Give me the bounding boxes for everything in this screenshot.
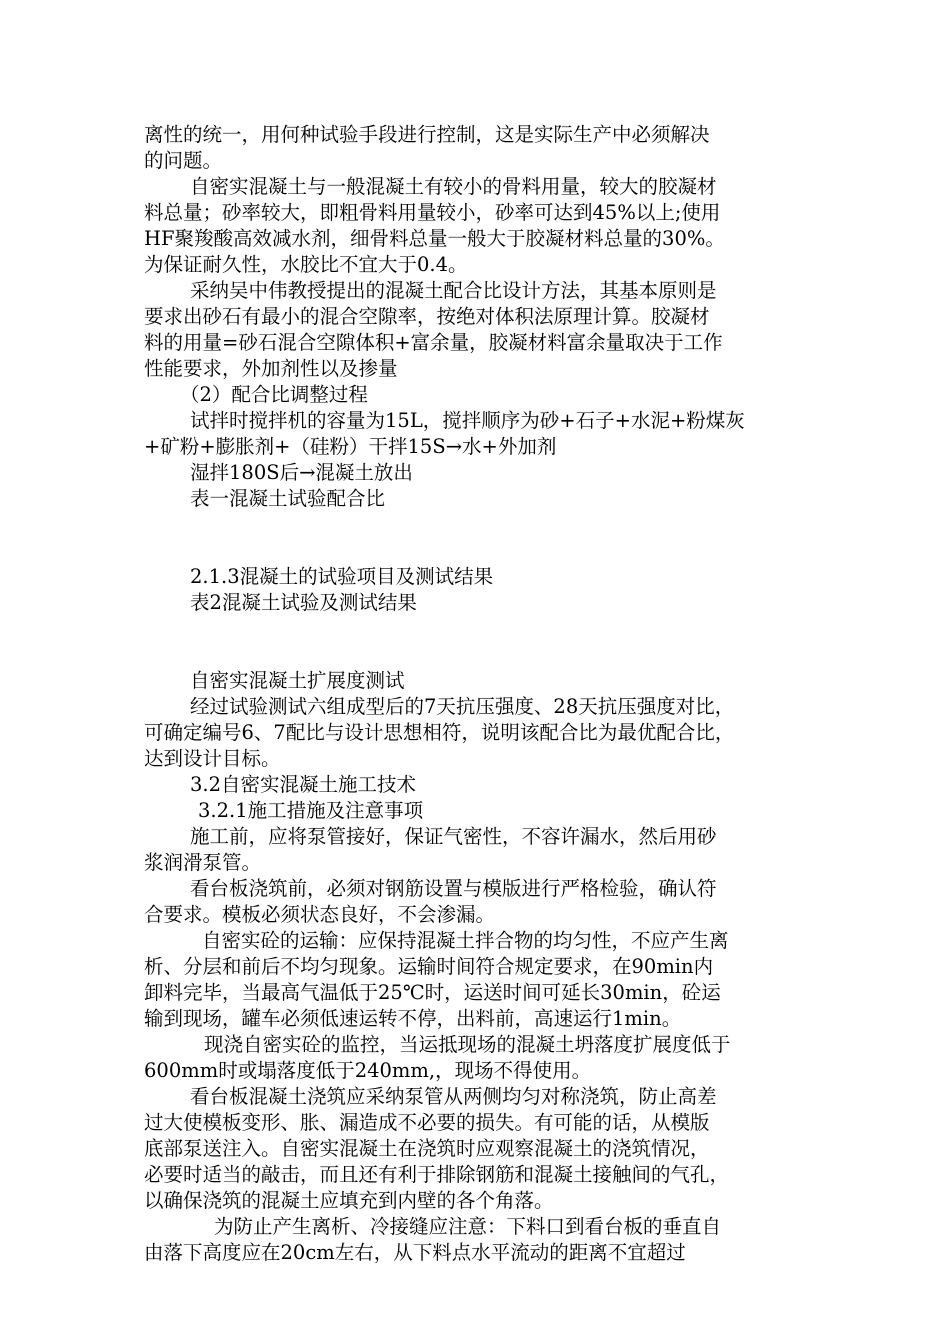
- text-line: 600mm时或塌落度低于240mm,，现场不得使用。: [144, 1059, 592, 1082]
- text-line: 底部泵送注入。自密实混凝土在浇筑时应观察混凝土的浇筑情况，: [144, 1137, 710, 1160]
- text-line: 要求出砂石有最小的混合空隙率，按绝对体积法原理计算。胶凝材: [144, 305, 710, 328]
- text-line: 的问题。: [144, 149, 223, 172]
- text-line: 自密实砼的运输：应保持混凝土拌合物的均匀性，不应产生离: [202, 929, 729, 952]
- text-line: 过大使模板变形、胀、漏造成不必要的损失。有可能的话，从模版: [144, 1111, 710, 1134]
- text-line: 卸料完毕，当最高气温低于25℃时，运送时间可延长30min，砼运: [144, 981, 721, 1004]
- text-line: 料总量；砂率较大，即粗骨料用量较小，砂率可达到45%以上;使用: [144, 201, 721, 224]
- text-line: 经过试验测试六组成型后的7天抗压强度、28天抗压强度对比，: [190, 695, 735, 718]
- text-line: 离性的统一，用何种试验手段进行控制，这是实际生产中必须解决: [144, 123, 710, 146]
- section-heading: 2.1.3混凝土的试验项目及测试结果: [190, 565, 494, 588]
- figure-caption: 自密实混凝土扩展度测试: [190, 669, 405, 692]
- text-line: 为保证耐久性，水胶比不宜大于0.4。: [144, 253, 468, 276]
- section-heading: 3.2自密实混凝土施工技术: [190, 773, 417, 796]
- text-line: 必要时适当的敲击，而且还有利于排除钢筋和混凝土接触间的气孔，: [144, 1163, 730, 1186]
- text-line: 合要求。模板必须状态良好，不会渗漏。: [144, 903, 496, 926]
- text-line: 看台板混凝土浇筑应采纳泵管从两侧均匀对称浇筑，防止高差: [190, 1085, 717, 1108]
- text-line: 试拌时搅拌机的容量为15L，搅拌顺序为砂+石子+水泥+粉煤灰: [190, 409, 745, 432]
- text-line: 现浇自密实砼的监控，当运抵现场的混凝土坍落度扩展度低于: [204, 1033, 731, 1056]
- text-line: 以确保浇筑的混凝土应填充到内壁的各个角落。: [144, 1189, 554, 1212]
- text-line: 湿拌180S后→混凝土放出: [190, 461, 413, 484]
- text-line: 自密实混凝土与一般混凝土有较小的骨料用量，较大的胶凝材: [190, 175, 717, 198]
- section-heading: 3.2.1施工措施及注意事项: [198, 799, 424, 822]
- text-line: 采纳吴中伟教授提出的混凝土配合比设计方法，其基本原则是: [190, 279, 717, 302]
- section-heading: （2）配合比调整过程: [180, 383, 368, 406]
- text-line: +矿粉+膨胀剂+（硅粉）干拌15S→水+外加剂: [144, 435, 557, 458]
- text-line: 看台板浇筑前，必须对钢筋设置与模版进行严格检验，确认符: [190, 877, 717, 900]
- text-line: 性能要求，外加剂性以及掺量: [144, 357, 398, 380]
- document-body: [144, 122, 812, 1266]
- text-line: 可确定编号6、7配比与设计思想相符，说明该配合比为最优配合比，: [144, 721, 735, 744]
- text-line: 输到现场，罐车必须低速运转不停，出料前，高速运行1min。: [144, 1007, 682, 1030]
- blank-gap: [144, 642, 812, 668]
- text-line: 析、分层和前后不均匀现象。运输时间符合规定要求，在90min内: [144, 955, 714, 978]
- text-line: 料的用量=砂石混合空隙体积+富余量，胶凝材料富余量取决于工作: [144, 331, 723, 354]
- text-line: 达到设计目标。: [144, 747, 281, 770]
- blank-gap: [144, 616, 812, 642]
- table-caption: 表一混凝土试验配合比: [190, 487, 386, 510]
- text-line: 浆润滑泵管。: [144, 851, 262, 874]
- text-line: 由落下高度应在20cm左右，从下料点水平流动的距离不宜超过: [144, 1241, 686, 1264]
- blank-gap: [144, 538, 812, 564]
- table-caption: 表2混凝土试验及测试结果: [190, 591, 417, 614]
- text-line: 施工前，应将泵管接好，保证气密性，不容许漏水，然后用砂: [190, 825, 717, 848]
- text-line: 为防止产生离析、冷接缝应注意：下料口到看台板的垂直自: [214, 1215, 722, 1238]
- text-line: HF聚羧酸高效减水剂，细骨料总量一般大于胶凝材料总量的30%。: [144, 227, 725, 250]
- blank-gap: [144, 512, 812, 538]
